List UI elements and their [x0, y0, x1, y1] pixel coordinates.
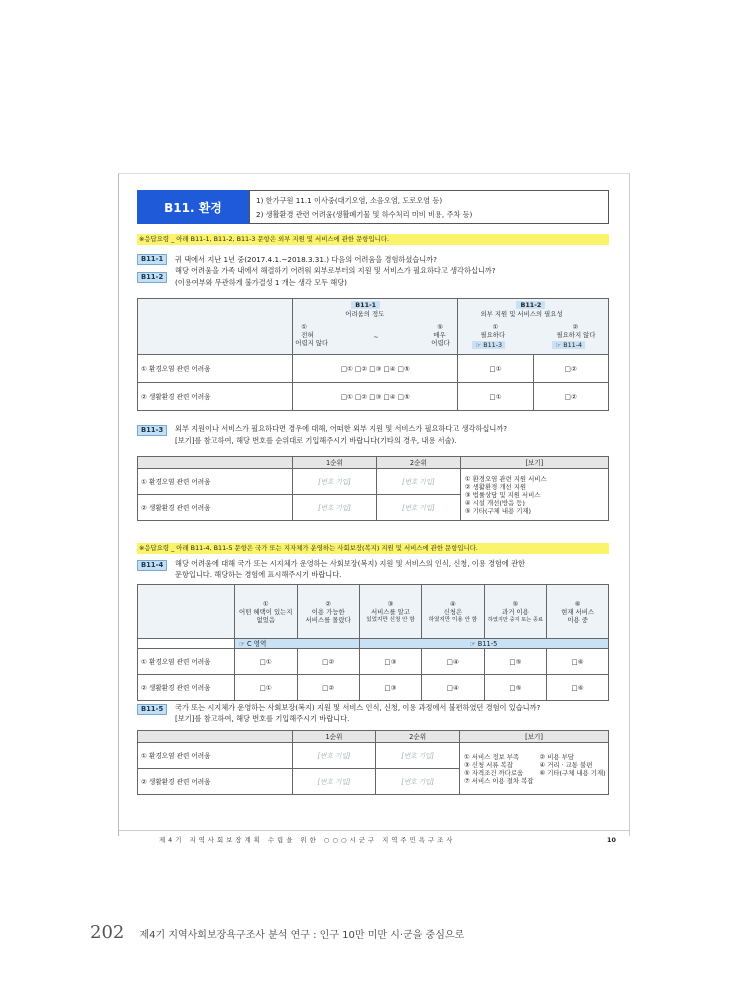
rank2-input[interactable]: [번호 기입] [376, 469, 460, 495]
row-label: ② 생활환경 관련 어려움 [138, 383, 293, 411]
question-tag: B11-3 [137, 425, 167, 436]
option-checkbox[interactable]: □⑥ [547, 675, 609, 701]
scan-footer-divider [119, 830, 629, 831]
option-checkbox[interactable]: □④ [422, 675, 484, 701]
option-checkbox[interactable]: □③ [359, 649, 421, 675]
row-label: ① 환경오염 관련 어려움 [138, 743, 293, 769]
rank1-header: 1순위 [292, 457, 376, 469]
question-text: [보기]를 참고하여, 해당 번호를 순위대로 기입해주시기 바랍니다(기타의 경우, 내용 서술). [175, 436, 457, 445]
option-checkbox[interactable]: □① [234, 675, 297, 701]
question-text: 귀 댁에서 지난 1년 중(2017.4.1.~2018.3.31.) 다음의 어려움을 경험하셨습니까? [175, 255, 437, 264]
option-header: ② 이용 가능한 서비스를 몰랐다 [297, 585, 359, 639]
no-need-checkbox[interactable]: □② [533, 355, 608, 383]
instruction-band: ※응답요령 _ 아래 B11-1, B11-2, B11-3 문항은 외부 지원 및 서비스에 관한 문항입니다. [137, 234, 609, 245]
description-line-1: 1) 한가구원 11.1 이사중(대기오염, 소음오염, 도로오염 등) [256, 196, 443, 205]
section-title: B11. 환경 [137, 190, 249, 224]
difficulty-table [137, 298, 609, 411]
description-line-2: 2) 생활환경 관련 어려움(생활폐기물 및 하수처리 미비 비용, 주차 등) [256, 210, 473, 219]
rank2-input[interactable]: [번호 기입] [376, 769, 460, 795]
scan-footer-text: 제4기 지역사회보장계획 수립을 위한 ○○○시군구 지역주민욕구조사 [159, 836, 456, 844]
question-text: (이용여부와 무관하게 불가결성 1 개는 생각 모두 해당) [175, 278, 347, 287]
option-header: ④ 신청은 하였지만 이용 안 함 [422, 585, 484, 639]
option-header: ③ 서비스를 알고 있었지만 신청 안 함 [359, 585, 421, 639]
page-number: 202 [90, 922, 125, 943]
rank2-input[interactable]: [번호 기입] [376, 743, 460, 769]
question-text: 문항입니다. 해당하는 경험에 표시해주시기 바랍니다. [175, 570, 342, 579]
row-label: ① 환경오염 관련 어려움 [138, 469, 293, 495]
option-checkbox[interactable]: □⑤ [484, 675, 547, 701]
question-text: 외부 지원이나 서비스가 필요하다면 경우에 대해, 어떠한 외부 지원 및 서비스가 필요하다고 생각하십니까? [175, 424, 508, 433]
service-experience-table [137, 584, 609, 701]
rank2-header: 2순위 [376, 731, 460, 743]
scanned-survey-page [118, 173, 630, 844]
question-text: [보기]를 참고하여, 해당 번호를 기입해주시기 바랍니다. [175, 714, 350, 723]
rank2-header: 2순위 [376, 457, 460, 469]
question-tag: B11-5 [137, 704, 167, 715]
option-checkbox[interactable]: □① [234, 649, 297, 675]
option-checkbox[interactable]: □② [297, 675, 359, 701]
page-running-title: 제4기 지역사회보장욕구조사 분석 연구 : 인구 10만 미만 시·군을 중심으로 [139, 930, 465, 941]
corner-cell [138, 731, 293, 743]
skip-instruction: ☞ B11-5 [359, 639, 608, 649]
instruction-band: ※응답요령 _ 아래 B11-4, B11-5 문항은 국가 또는 지자체가 운영하는 사회보장(복지) 지원 및 서비스에 관한 문항입니다. [137, 543, 609, 554]
option-header: ① 어떤 혜택이 있는지 없었음 [234, 585, 297, 639]
rank1-input[interactable]: [번호 기입] [292, 495, 376, 521]
table-row [138, 649, 609, 675]
row-label: ① 환경오염 관련 어려움 [138, 649, 235, 675]
row-label: ② 생활환경 관련 어려움 [138, 495, 293, 521]
corner-cell [138, 457, 293, 469]
support-rank-table [137, 456, 609, 521]
corner-cell [138, 585, 235, 639]
rank1-header: 1순위 [292, 731, 376, 743]
rank1-input[interactable]: [번호 기입] [292, 769, 376, 795]
page-footer [90, 922, 464, 943]
option-checkbox[interactable]: □③ [359, 675, 421, 701]
scan-page-number: 10 [607, 836, 616, 844]
question-text: 해당 어려움에 대해 국가 또는 시지체가 운영하는 사회보장(복지) 지원 및 서비스의 인식, 신청, 이용 경험에 관한 [175, 559, 525, 568]
question-tag: B11-2 [137, 272, 167, 283]
question-text: 해당 어려움을 가족 내에서 해결하기 어려워 외부로부터의 지원 및 서비스가 필요하다고 생각하십니까? [175, 266, 496, 275]
option-checkbox[interactable]: □⑤ [484, 649, 547, 675]
inconvenience-rank-table [137, 730, 609, 795]
need-checkbox[interactable]: □① [458, 383, 533, 411]
skip-instruction: ☞ C 영역 [234, 639, 359, 649]
need-header: B11-2 외부 지원 및 서비스의 필요성 ① 필요하다 ☞ B11-3 ② 필요하지 않다 ☞ B11-4 [458, 299, 609, 355]
rank1-input[interactable]: [번호 기입] [292, 743, 376, 769]
row-label: ② 생활환경 관련 어려움 [138, 769, 293, 795]
option-checkbox[interactable]: □④ [422, 649, 484, 675]
table-row [138, 355, 609, 383]
row-label: ① 환경오염 관련 어려움 [138, 355, 293, 383]
section-description-box [249, 190, 609, 224]
legend-header: [보기] [460, 457, 608, 469]
legend-list: ① 환경오염 관련 지원 서비스 ② 생활환경 개선 지원 ③ 법률상담 및 지원 서비스 ④ 시설 개선(방음 등) ⑤ 기타(구체 내용 기재) [460, 469, 608, 521]
difficulty-checkboxes[interactable]: □① □② □③ □④ □⑤ [293, 355, 458, 383]
option-checkbox[interactable]: □② [297, 649, 359, 675]
table-row [138, 383, 609, 411]
rank2-input[interactable]: [번호 기입] [376, 495, 460, 521]
rank1-input[interactable]: [번호 기입] [292, 469, 376, 495]
table-row [138, 675, 609, 701]
corner-cell [138, 299, 293, 355]
need-checkbox[interactable]: □① [458, 355, 533, 383]
row-label: ② 생활환경 관련 어려움 [138, 675, 235, 701]
difficulty-checkboxes[interactable]: □① □② □③ □④ □⑤ [293, 383, 458, 411]
legend-header: [보기] [460, 731, 609, 743]
question-text: 국가 또는 시지체가 운영하는 사회보장(복지) 지원 및 서비스 인식, 신청, 이용 과정에서 불편하였던 경험이 있습니까? [175, 703, 541, 712]
option-header: ⑤ 과거 이용 하였지만 중지 또는 종료 [484, 585, 547, 639]
no-need-checkbox[interactable]: □② [533, 383, 608, 411]
difficulty-scale-header: B11-1 어려움의 정도 ① 전혀 어렵지 않다 ~ ⑤ 매우 어렵다 [293, 299, 458, 355]
option-checkbox[interactable]: □⑥ [547, 649, 609, 675]
question-tag: B11-4 [137, 560, 167, 571]
question-tag: B11-1 [137, 254, 167, 265]
legend-list: ① 서비스 정보 부족 ③ 신청 서류 복잡 ⑤ 자격조건 까다로움 ⑦ 서비스 이용 절차 복잡 ② 비용 부담 ④ 거리 · 교통 불편 ⑥ 기타(구체 내용 기재) [460, 743, 609, 795]
option-header: ⑥ 현재 서비스 이용 중 [547, 585, 609, 639]
